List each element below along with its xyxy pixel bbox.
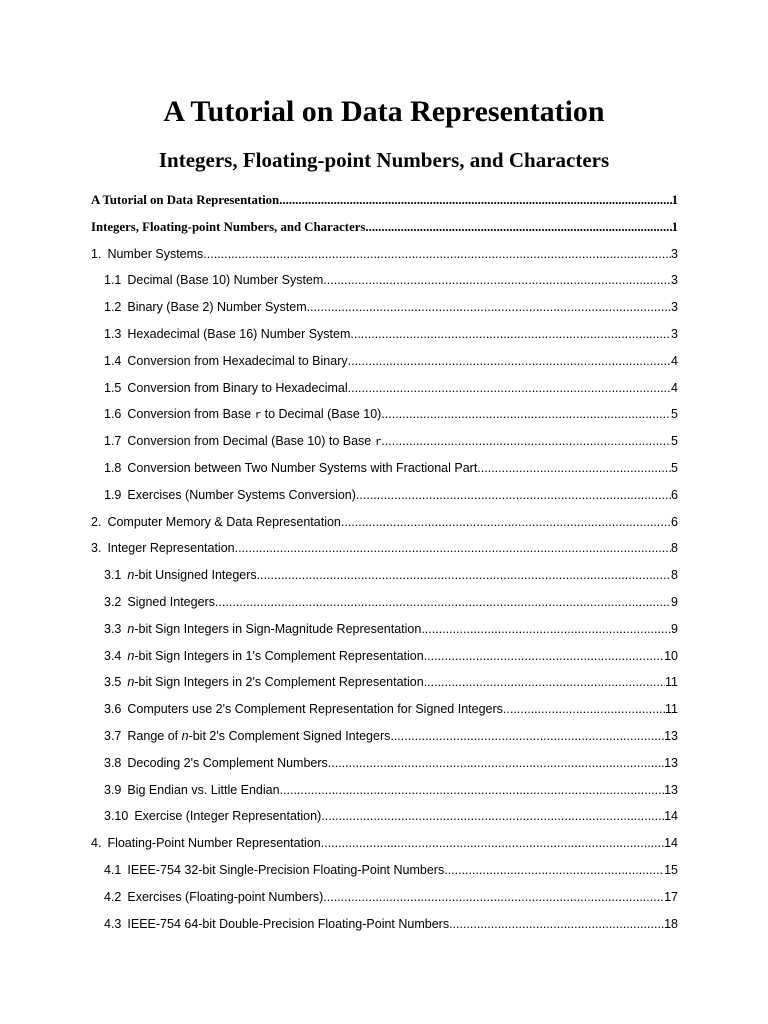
toc-page-number: 6 xyxy=(671,514,678,529)
toc-entry-text: Range of xyxy=(127,729,182,743)
toc-page-number: 13 xyxy=(664,782,678,797)
toc-dot-leader xyxy=(341,509,671,535)
toc-entry-number: 3.2 xyxy=(104,595,122,609)
toc-entry-title xyxy=(127,911,449,937)
toc-page-number: 18 xyxy=(664,916,678,931)
toc-entry-number: 1. xyxy=(91,246,102,261)
toc-entry[interactable] xyxy=(104,696,678,722)
toc-entry-text: n xyxy=(127,568,135,583)
toc-entry-number: 1.6 xyxy=(104,407,122,422)
toc-entry[interactable] xyxy=(91,187,678,213)
toc-dot-leader xyxy=(321,803,664,829)
toc-entry-title xyxy=(127,777,279,803)
toc-entry-number: 1.4 xyxy=(104,353,122,368)
toc-entry-title xyxy=(91,187,279,213)
toc-dot-leader xyxy=(477,455,671,481)
toc-page-number: 3 xyxy=(671,246,678,261)
toc-entry-number: 3. xyxy=(91,541,102,556)
toc-entry-text: n xyxy=(181,729,189,743)
toc-entry[interactable] xyxy=(91,509,678,535)
toc-entry-number: 2. xyxy=(91,514,102,529)
toc-entry[interactable] xyxy=(104,723,678,749)
toc-entry-title xyxy=(127,428,381,455)
toc-entry[interactable] xyxy=(104,375,678,401)
toc-entry-number: 4. xyxy=(91,836,102,851)
toc-entry-text: Exercises (Floating-point Numbers) xyxy=(127,889,324,904)
toc-entry[interactable] xyxy=(104,294,678,320)
toc-entry-number: 1.7 xyxy=(104,434,122,449)
toc-page-number: 3 xyxy=(671,327,678,341)
toc-dot-leader xyxy=(444,857,664,883)
toc-entry[interactable] xyxy=(104,884,678,910)
toc-entry-number: 1.2 xyxy=(104,300,122,315)
toc-entry[interactable] xyxy=(91,241,678,267)
toc-entry-title xyxy=(127,294,306,320)
toc-entry-title xyxy=(127,267,323,293)
toc-entry-title xyxy=(127,750,327,776)
toc-entry-number: 3.6 xyxy=(104,702,122,717)
toc-page-number: 9 xyxy=(671,595,678,609)
toc-dot-leader xyxy=(321,830,664,856)
toc-page-number: 13 xyxy=(664,729,678,743)
toc-entry-title xyxy=(127,643,423,669)
toc-entry[interactable] xyxy=(104,857,678,883)
toc-entry-text: Conversion from Hexadecimal to Binary xyxy=(127,353,348,368)
toc-entry-title xyxy=(127,669,423,695)
toc-page-number: 13 xyxy=(664,755,678,770)
toc-entry-text: Big Endian vs. Little Endian xyxy=(127,782,280,797)
document-subtitle: Integers, Floating-point Numbers, and Characters xyxy=(158,148,610,172)
toc-entry-text: -bit Unsigned Integers xyxy=(134,568,257,583)
toc-entry-title xyxy=(107,830,320,856)
toc-entry-title xyxy=(127,589,215,615)
toc-entry[interactable] xyxy=(104,911,678,937)
toc-entry-number: 3.4 xyxy=(104,648,122,663)
toc-entry-text: -bit Sign Integers in 1's Complement Representation xyxy=(134,648,424,663)
toc-entry-text: Computers use 2's Complement Representation for Signed Integers xyxy=(127,702,503,717)
toc-entry[interactable] xyxy=(104,669,678,695)
toc-dot-leader xyxy=(424,643,664,669)
toc-entry-text: Integer Representation xyxy=(107,541,235,556)
toc-dot-leader xyxy=(424,669,665,695)
toc-entry-text: n xyxy=(127,621,135,636)
toc-entry-text: Conversion from Base xyxy=(127,407,255,422)
toc-entry-text: Integers, Floating-point Numbers, and Characters xyxy=(91,219,366,234)
toc-entry[interactable] xyxy=(104,321,678,347)
toc-dot-leader xyxy=(381,401,671,427)
toc-entry-title xyxy=(127,562,256,588)
toc-dot-leader xyxy=(503,696,665,722)
toc-entry-title xyxy=(127,857,444,883)
toc-dot-leader xyxy=(350,321,671,347)
toc-entry-title xyxy=(91,214,365,240)
document-title: A Tutorial on Data Representation xyxy=(163,95,605,128)
toc-entry-text: -bit Sign Integers in Sign-Magnitude Representation xyxy=(134,621,422,636)
toc-page-number: 6 xyxy=(671,487,678,502)
toc-entry-text: r xyxy=(254,408,262,422)
toc-page-number: 1 xyxy=(671,193,678,207)
toc-entry-title xyxy=(127,375,347,401)
toc-entry[interactable] xyxy=(104,482,678,508)
toc-entry-number: 1.3 xyxy=(104,327,122,341)
toc-page-number: 15 xyxy=(664,863,678,877)
toc-dot-leader xyxy=(280,777,665,803)
toc-dot-leader xyxy=(307,294,671,320)
toc-dot-leader xyxy=(356,482,671,508)
toc-entry-number: 1.9 xyxy=(104,487,122,502)
toc-entry-title xyxy=(107,509,340,535)
toc-dot-leader xyxy=(323,267,671,293)
toc-dot-leader xyxy=(215,589,671,615)
toc-page-number: 8 xyxy=(671,568,678,583)
toc-entry-title xyxy=(127,696,503,722)
toc-entry-text: Hexadecimal (Base 16) Number System xyxy=(127,327,351,341)
toc-entry[interactable] xyxy=(104,643,678,669)
toc-page-number: 1 xyxy=(671,219,678,234)
toc-entry-text: Number Systems xyxy=(107,246,204,261)
toc-entry-text: r xyxy=(374,435,382,449)
toc-entry[interactable] xyxy=(104,562,678,588)
toc-entry-text: to Decimal (Base 10) xyxy=(261,407,382,422)
toc-entry-number: 3.9 xyxy=(104,782,122,797)
toc-entry-title xyxy=(127,321,350,347)
toc-entry[interactable] xyxy=(104,428,678,454)
toc-page-number: 3 xyxy=(671,273,678,288)
toc-dot-leader xyxy=(235,535,671,561)
toc-entry-title xyxy=(127,616,421,642)
toc-entry-text: Binary (Base 2) Number System xyxy=(127,300,307,315)
toc-page-number: 10 xyxy=(664,648,678,663)
toc-entry-text: Conversion between Two Number Systems with Fractional Part xyxy=(127,461,478,475)
toc-dot-leader xyxy=(323,884,664,910)
toc-entry-text: n xyxy=(127,675,135,690)
toc-page-number: 5 xyxy=(671,461,678,475)
toc-entry-number: 3.7 xyxy=(104,729,122,743)
toc-entry[interactable] xyxy=(91,214,678,240)
toc-entry-number: 1.8 xyxy=(104,461,122,475)
toc-entry-text: Floating-Point Number Representation xyxy=(107,836,321,851)
toc-page-number: 14 xyxy=(664,836,678,851)
toc-entry-number: 3.1 xyxy=(104,568,122,583)
toc-entry-text: Conversion from Decimal (Base 10) to Base xyxy=(127,434,375,449)
toc-entry[interactable] xyxy=(104,455,678,481)
toc-page-number: 11 xyxy=(665,702,678,717)
toc-entry[interactable] xyxy=(104,750,678,776)
toc-dot-leader xyxy=(365,214,671,240)
toc-entry-text: Decoding 2's Complement Numbers xyxy=(127,755,328,770)
toc-page-number: 8 xyxy=(671,541,678,556)
toc-entry-title xyxy=(127,723,390,749)
toc-entry-title xyxy=(127,348,347,374)
toc-entry[interactable] xyxy=(104,401,678,427)
toc-page-number: 14 xyxy=(664,809,678,824)
toc-entry-title xyxy=(134,803,321,829)
toc-dot-leader xyxy=(348,375,671,401)
toc-dot-leader xyxy=(390,723,664,749)
toc-entry-number: 3.5 xyxy=(104,675,122,690)
toc-page-number: 5 xyxy=(671,434,678,449)
toc-entry-title xyxy=(107,241,203,267)
toc-entry-text: A Tutorial on Data Representation xyxy=(91,193,280,207)
toc-dot-leader xyxy=(381,428,671,454)
toc-entry-title xyxy=(127,401,381,428)
toc-page-number: 4 xyxy=(671,380,678,395)
toc-dot-leader xyxy=(348,348,671,374)
toc-entry-number: 3.10 xyxy=(104,809,129,824)
toc-entry-text: Exercises (Number Systems Conversion) xyxy=(127,487,356,502)
toc-entry[interactable] xyxy=(91,535,678,561)
toc-dot-leader xyxy=(203,241,671,267)
toc-entry-text: Conversion from Binary to Hexadecimal xyxy=(127,380,348,395)
toc-entry-text: n xyxy=(127,648,135,663)
toc-page-number: 11 xyxy=(665,675,678,690)
toc-entry[interactable] xyxy=(91,830,678,856)
toc-entry-number: 1.5 xyxy=(104,380,122,395)
toc-entry-text: -bit 2's Complement Signed Integers xyxy=(188,729,391,743)
toc-entry[interactable] xyxy=(104,616,678,642)
toc-entry-number: 4.3 xyxy=(104,916,122,931)
toc-entry-title xyxy=(107,535,234,561)
toc-dot-leader xyxy=(257,562,671,588)
toc-entry[interactable] xyxy=(104,777,678,803)
toc-entry-number: 1.1 xyxy=(104,273,122,288)
toc-entry-number: 3.3 xyxy=(104,621,122,636)
toc-entry-text: Decimal (Base 10) Number System xyxy=(127,273,324,288)
toc-dot-leader xyxy=(449,911,664,937)
toc-page-number: 9 xyxy=(671,621,678,636)
toc-entry-title xyxy=(127,884,323,910)
toc-entry[interactable] xyxy=(104,803,678,829)
toc-entry-number: 4.2 xyxy=(104,889,122,904)
toc-page-number: 3 xyxy=(671,300,678,315)
toc-entry-text: Exercise (Integer Representation) xyxy=(134,809,322,824)
toc-dot-leader xyxy=(328,750,664,776)
toc-entry[interactable] xyxy=(104,589,678,615)
toc-entry[interactable] xyxy=(104,348,678,374)
toc-page-number: 17 xyxy=(664,889,678,904)
toc-entry-text: Computer Memory & Data Representation xyxy=(107,514,341,529)
toc-entry-text: IEEE-754 32-bit Single-Precision Floating-Point Numbers xyxy=(127,863,445,877)
toc-entry-number: 4.1 xyxy=(104,863,122,877)
toc-entry[interactable] xyxy=(104,267,678,293)
toc-page-number: 5 xyxy=(671,407,678,422)
toc-entry-number: 3.8 xyxy=(104,755,122,770)
toc-entry-text: -bit Sign Integers in 2's Complement Representation xyxy=(134,675,424,690)
toc-page-number: 4 xyxy=(671,353,678,368)
toc-entry-text: IEEE-754 64-bit Double-Precision Floating-Point Numbers xyxy=(127,916,450,931)
toc-dot-leader xyxy=(279,187,671,213)
toc-entry-title xyxy=(127,482,356,508)
toc-entry-text: Signed Integers xyxy=(127,595,215,609)
toc-entry-title xyxy=(127,455,477,481)
toc-dot-leader xyxy=(421,616,671,642)
